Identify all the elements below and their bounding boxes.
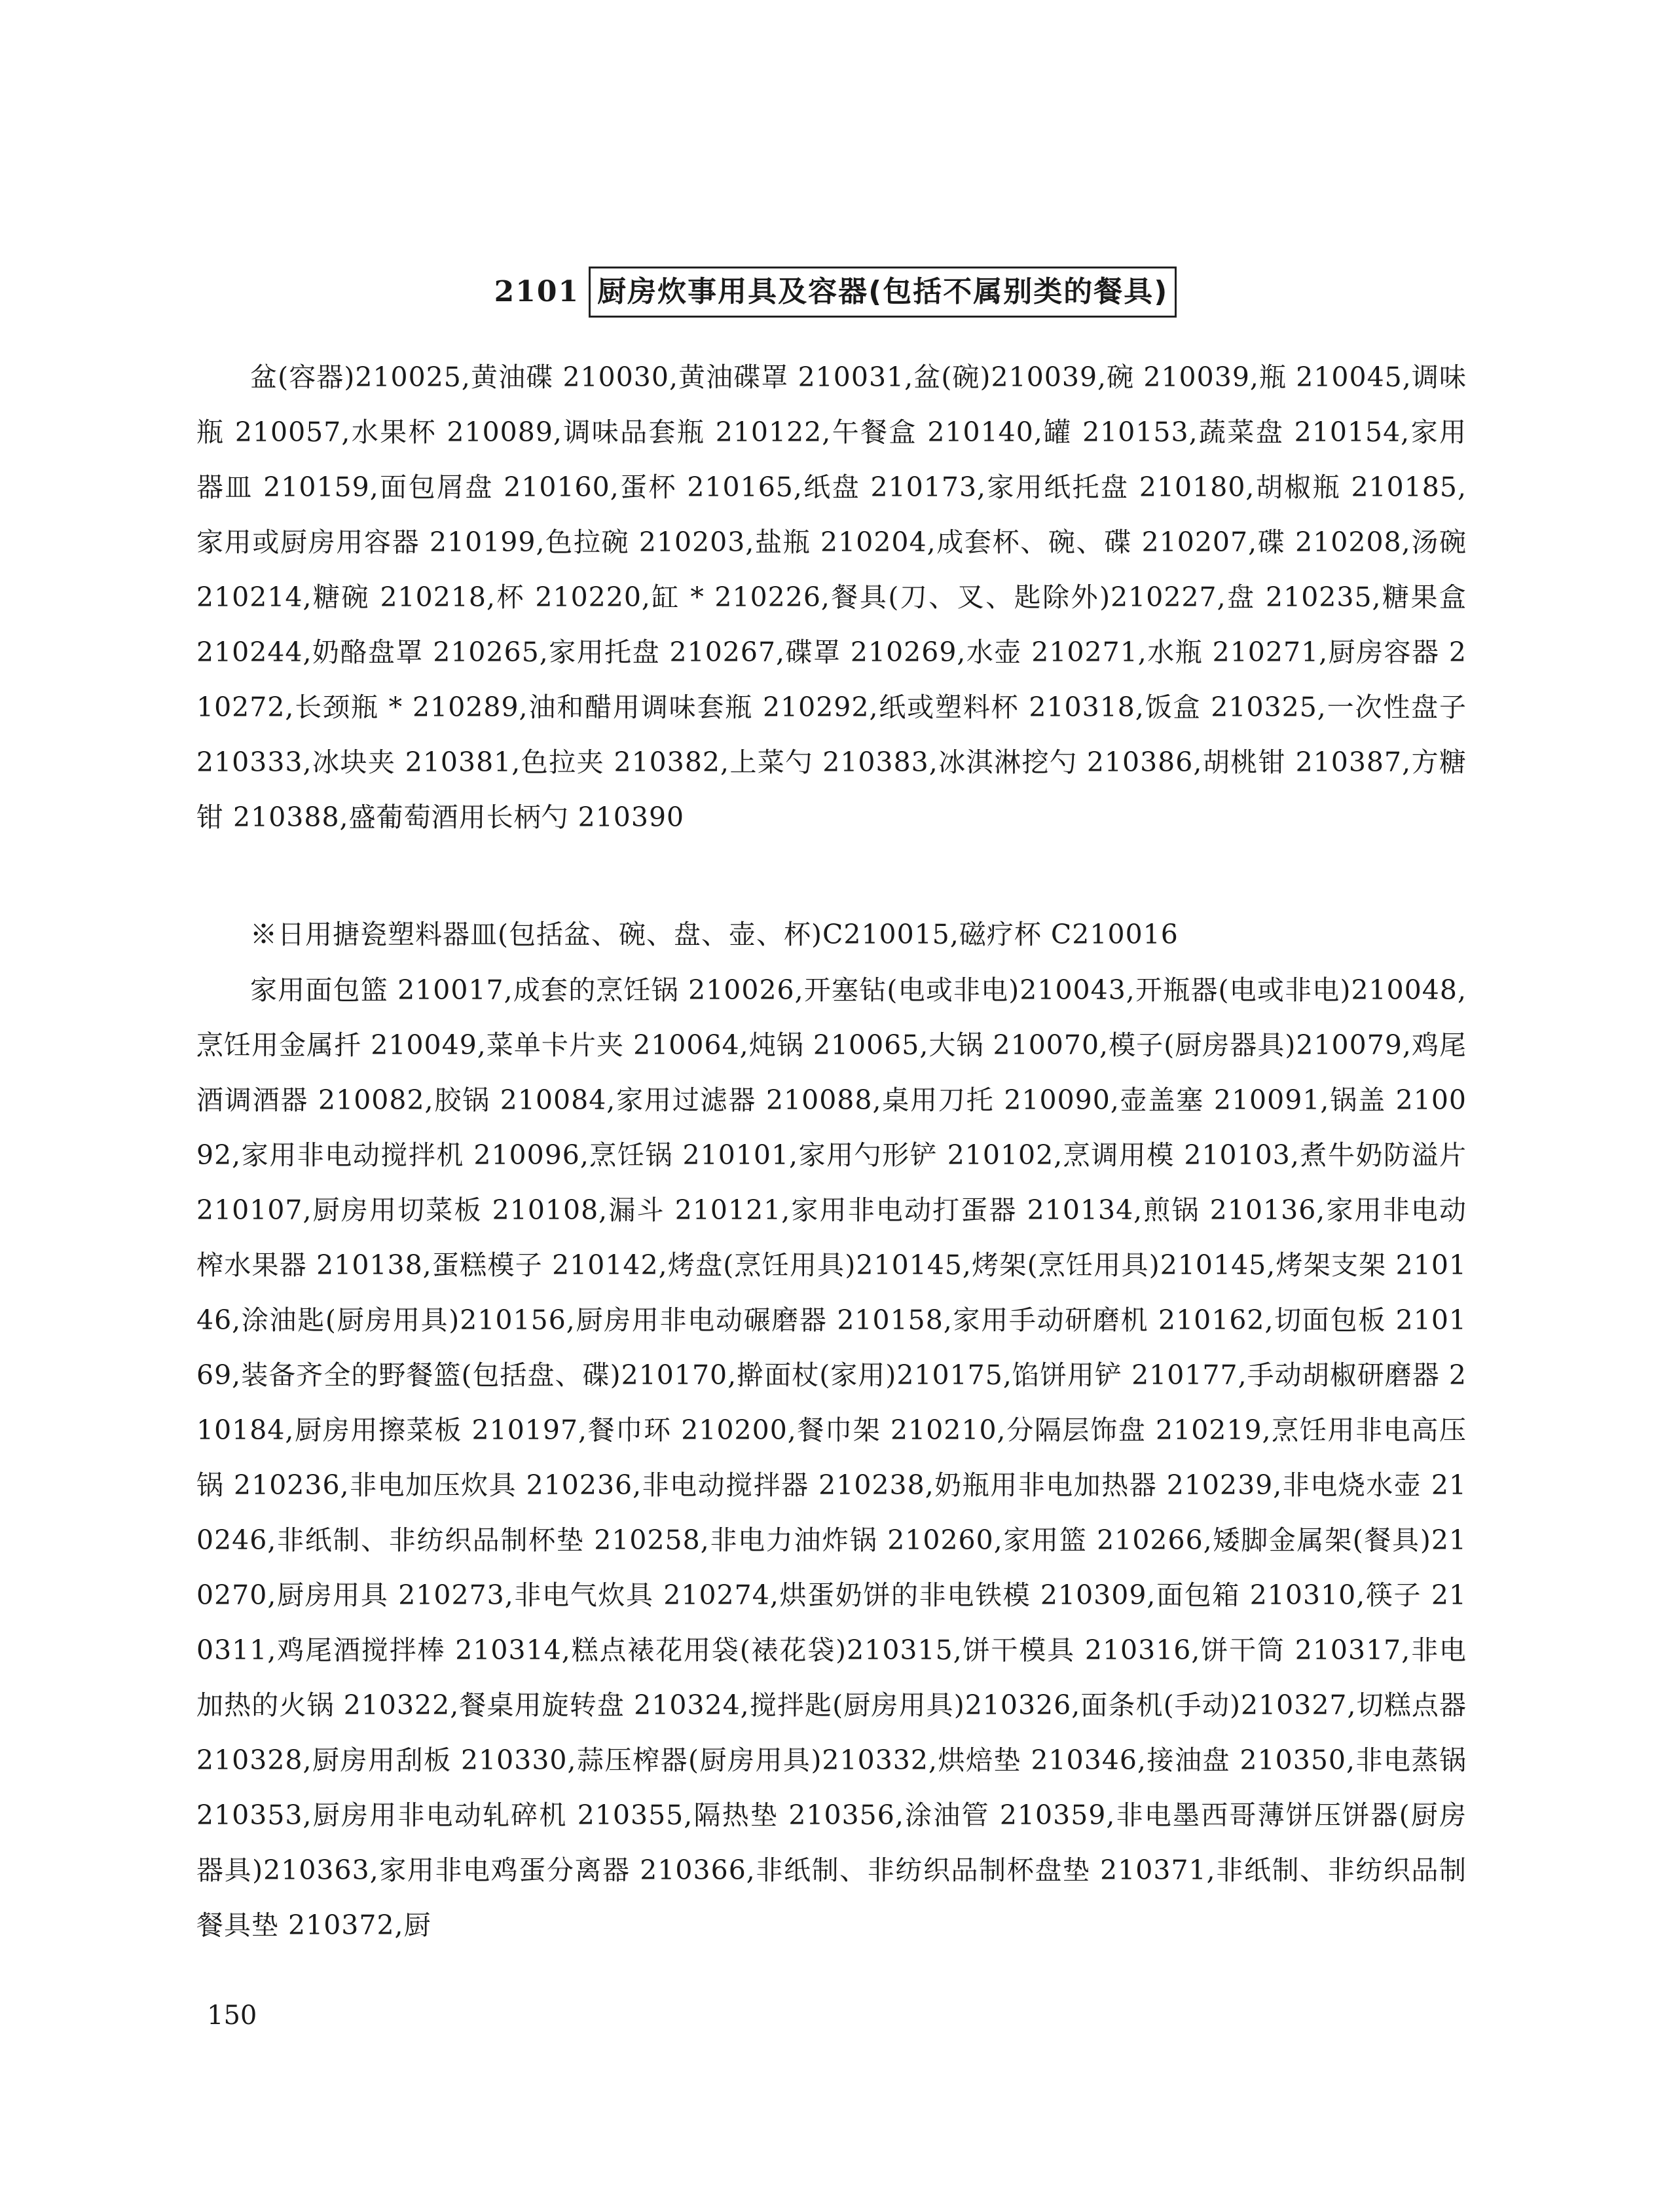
paragraph: 盆(容器)210025,黄油碟 210030,黄油碟罩 210031,盆(碗)210039,碗 210039,瓶 210045,调味瓶 210057,水果杯 210089,调味品套瓶 210122,午餐盒 210140,罐 210153,蔬菜盘 210154,家用器皿 210159,面包屑盘 210160,蛋杯 210165,纸盘 210173,家用纸托盘 210180,胡椒瓶 210185,家用或厨房用容器 210199,色拉碗 210203,盐瓶 210204,成套杯、碗、碟 210207,碟 210208,汤碗 210214,糖碗 210218,杯 210220,缸 * 210226,餐具(刀、叉、匙除外)210227,盘 210235,糖果盒 210244,奶酪盘罩 210265,家用托盘 210267,碟罩 210269,水壶 210271,水瓶 210271,厨房容器 210272,长颈瓶 * 210289,油和醋用调味套瓶 210292,纸或塑料杯 210318,饭盒 210325,一次性盘子 210333,冰块夹 210381,色拉夹 210382,上菜勺 210383,冰淇淋挖勺 210386,胡桃钳 210387,方糖钳 210388,盛葡萄酒用长柄勺 210390	[196, 361, 1467, 833]
class-title: 厨房炊事用具及容器(包括不属别类的餐具)	[589, 267, 1177, 318]
paragraph-kitchen-utensils	[196, 963, 1467, 1953]
class-code: 2101	[494, 275, 580, 308]
page-number: 150	[207, 2000, 257, 2031]
paragraph: 家用面包篮 210017,成套的烹饪锅 210026,开塞钻(电或非电)210043,开瓶器(电或非电)210048,烹饪用金属扦 210049,菜单卡片夹 210064,炖锅 210065,大锅 210070,模子(厨房器具)210079,鸡尾酒调酒器 210082,胶锅 210084,家用过滤器 210088,桌用刀托 210090,壶盖塞 210091,锅盖 210092,家用非电动搅拌机 210096,烹饪锅 210101,家用勺形铲 210102,烹调用模 210103,煮牛奶防溢片 210107,厨房用切菜板 210108,漏斗 210121,家用非电动打蛋器 210134,煎锅 210136,家用非电动榨水果器 210138,蛋糕模子 210142,烤盘(烹饪用具)210145,烤架(烹饪用具)210145,烤架支架 210146,涂油匙(厨房用具)210156,厨房用非电动碾磨器 210158,家用手动研磨机 210162,切面包板 210169,装备齐全的野餐篮(包括盘、碟)210170,擀面杖(家用)210175,馅饼用铲 210177,手动胡椒研磨器 210184,厨房用擦菜板 210197,餐巾环 210200,餐巾架 210210,分隔层饰盘 210219,烹饪用非电高压锅 210236,非电加压炊具 210236,非电动搅拌器 210238,奶瓶用非电加热器 210239,非电烧水壶 210246,非纸制、非纺织品制杯垫 210258,非电力油炸锅 210260,家用篮 210266,矮脚金属架(餐具)210270,厨房用具 210273,非电气炊具 210274,烘蛋奶饼的非电铁模 210309,面包箱 210310,筷子 210311,鸡尾酒搅拌棒 210314,糕点裱花用袋(裱花袋)210315,饼干模具 210316,饼干筒 210317,非电加热的火锅 210322,餐桌用旋转盘 210324,搅拌匙(厨房用具)210326,面条机(手动)210327,切糕点器 210328,厨房用刮板 210330,蒜压榨器(厨房用具)210332,烘焙垫 210346,接油盘 210350,非电蒸锅 210353,厨房用非电动轧碎机 210355,隔热垫 210356,涂油管 210359,非电墨西哥薄饼压饼器(厨房器具)210363,家用非电鸡蛋分离器 210366,非纸制、非纺织品制杯盘垫 210371,非纸制、非纺织品制餐具垫 210372,厨	[196, 974, 1467, 1941]
section-heading	[0, 266, 1671, 318]
paragraph: ※日用搪瓷塑料器皿(包括盆、碗、盘、壶、杯)C210015,磁疗杯 C210016	[250, 919, 1179, 950]
paragraph-note	[196, 907, 1467, 962]
paragraph-containers	[196, 350, 1467, 845]
